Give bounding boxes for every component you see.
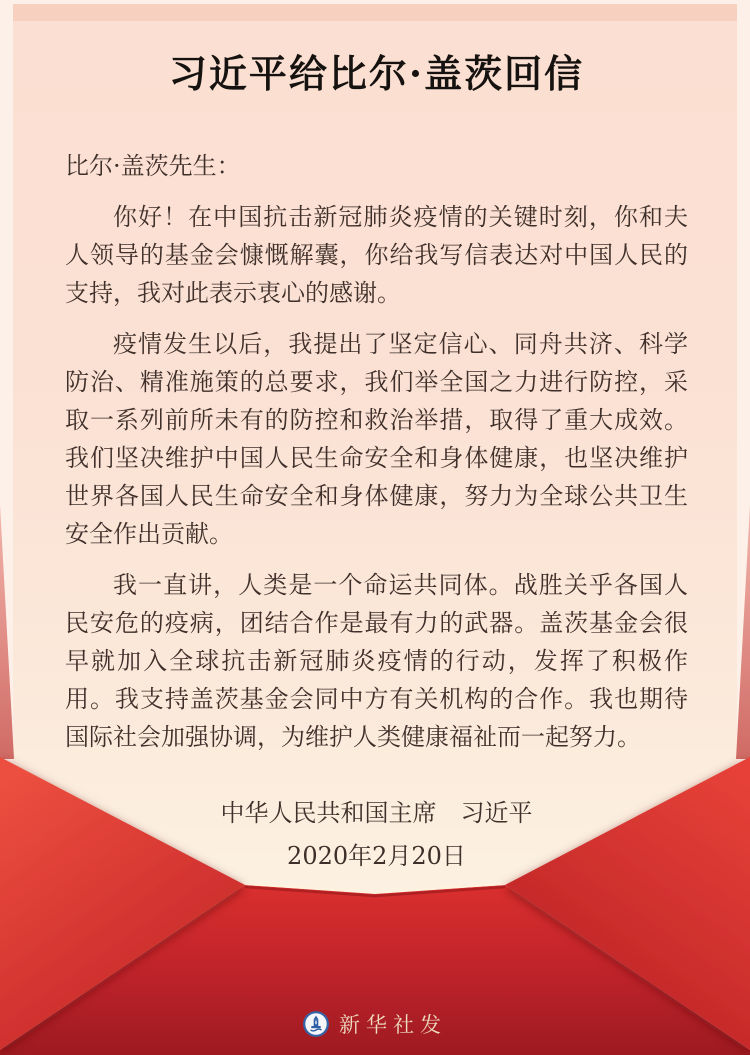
xinhua-emblem-icon [303,1011,329,1037]
red-envelope [0,495,750,1055]
letter-paragraph: 疫情发生以后，我提出了坚定信心、同舟共济、科学防治、精准施策的总要求，我们举全国之力进行防控，采取一系列前所未有的防控和救治举措，取得了重大成效。我们坚决维护中国人民生命安全和身体健康，也坚决维护世界各国人民生命安全和身体健康，努力为全球公共卫生安全作出贡献。 [65,330,688,548]
letter-title: 习近平给比尔·盖茨回信 [168,51,585,96]
signature-line: 中华人民共和国主席 习近平 [220,799,533,827]
envelope-right-inner-edge [736,505,750,759]
credit-text: 新华社发 [339,1013,447,1037]
letter-paragraph: 我一直讲，人类是一个命运共同体。战胜关乎各国人民安危的疫病，团结合作是最有力的武器。盖茨基金会很早就加入全球抗击新冠肺炎疫情的行动，发挥了积极作用。我支持盖茨基金会同中方有关机构的合作。我也期待国际社会加强协调，为维护人类健康福祉而一起努力。 [65,571,688,751]
paper-top-edge [13,4,737,21]
footer-credit [0,1009,750,1039]
envelope-left-inner-edge [0,505,14,759]
letter-paragraph: 你好！在中国抗击新冠肺炎疫情的关键时刻，你和夫人领导的基金会慷慨解囊，你给我写信表达对中国人民的支持，我对此表示衷心的感谢。 [65,203,688,307]
date-line: 2020年2月20日 [287,842,466,870]
letter-salutation: 比尔·盖茨先生： [65,152,241,180]
